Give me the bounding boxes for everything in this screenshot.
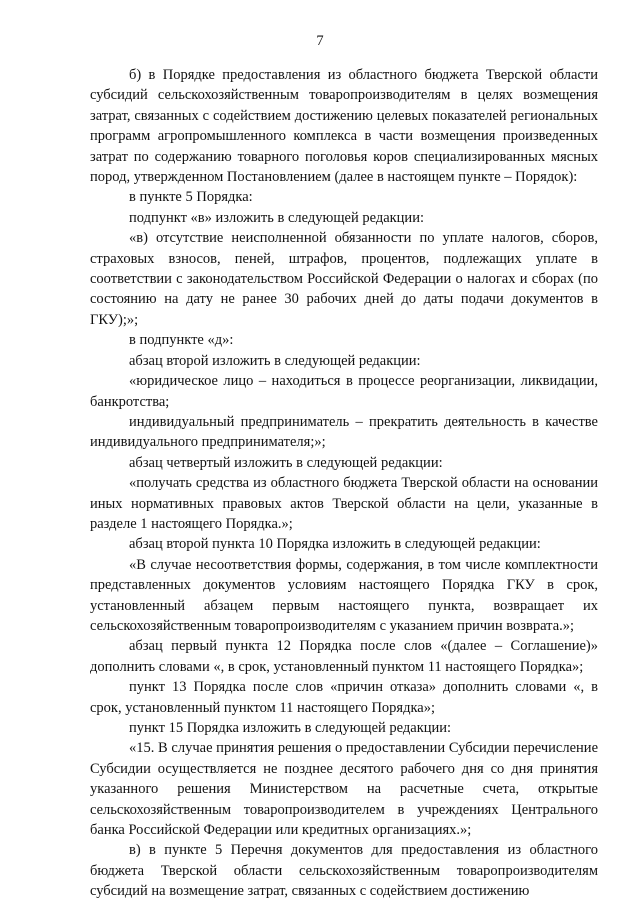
paragraph: абзац четвертый изложить в следующей редакции: [129,454,443,471]
paragraph: «в) отсутствие неисполненной обязанности по уплате налогов, сборов, страховых взносов, пеней, штрафов, процентов, подлежащих уплате в соответствии с законодательством Российской Федерации о налогах и сборах (по состоянию на дату не ранее 30 рабочих дней до даты подачи документов в ГКУ);»; [90,230,598,328]
paragraph: пункт 15 Порядка изложить в следующей редакции: [129,720,452,736]
paragraph: «получать средства из областного бюджета Тверской области на основании иных нормативных правовых актов Тверской области на цели, указанные в разделе 1 настоящего Порядка.»; [90,475,598,532]
paragraph: «юридическое лицо – находиться в процессе реорганизации, ликвидации, банкротства; [90,373,598,410]
document-body [90,65,598,902]
paragraph: абзац первый пункта 12 Порядка после слов «(далее – Соглашение)» дополнить словами «, в срок, установленный пунктом 11 настоящего Порядка»; [90,638,598,675]
paragraph: б) в Порядке предоставления из областного бюджета Тверской области субсидий сельскохозяйственным товаропроизводителям в целях возмещения затрат, связанных с содействием достижению целевых показателей региональных программ агропромышленного комплекса в части возмещения произведенных затрат по содержанию товарного поголовья коров специализированных мясных пород, утвержденном Постановлением (далее в настоящем пункте – Порядок): [90,67,598,186]
paragraph: в) в пункте 5 Перечня документов для предоставления из областного бюджета Тверской области сельскохозяйственным товаропроизводителям субсидий на возмещение затрат, связанных с содействием достижению [90,842,598,900]
paragraph: абзац второй изложить в следующей редакции: [129,352,421,369]
paragraph: в пункте 5 Порядка: [129,189,253,206]
paragraph: «15. В случае принятия решения о предоставлении Субсидии перечисление Субсидии осуществляется не позднее десятого рабочего дня со дня принятия указанного решения Министерством на расчетные счета, открытые сельскохозяйственным товаропроизводителем в учреждениях Центрального банка Российской Федерации или кредитных организациях.»; [90,740,598,839]
paragraph: в подпункте «д»: [129,332,234,349]
paragraph: индивидуальный предприниматель – прекратить деятельность в качестве индивидуального предпринимателя;»; [90,413,598,451]
paragraph: абзац второй пункта 10 Порядка изложить в следующей редакции: [129,536,541,553]
paragraph: пункт 13 Порядка после слов «причин отказа» дополнить словами «, в срок, установленный пунктом 11 настоящего Порядка»; [90,679,598,716]
paragraph: «В случае несоответствия формы, содержания, в том числе комплектности представленных документов условиям настоящего Порядка ГКУ в срок, установленный абзацем первым настоящего пункта, возвращает их сельскохозяйственным товаропроизводителям с указанием причин возврата.»; [90,556,598,634]
paragraph: подпункт «в» изложить в следующей редакции: [129,209,424,226]
page-number: 7 [316,33,324,49]
